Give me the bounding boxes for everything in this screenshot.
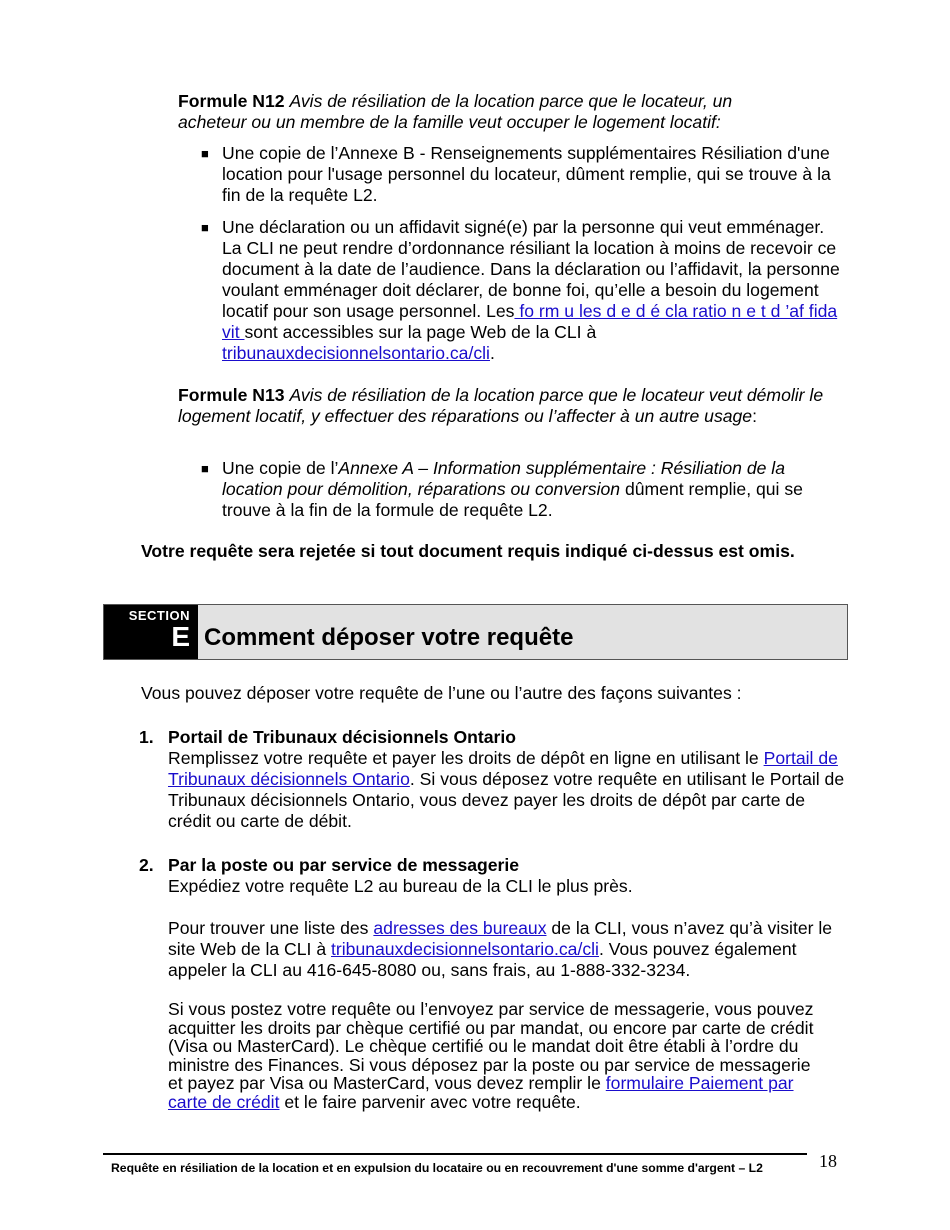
item-2-mail — [168, 855, 848, 897]
p2-post: . Vous pouvez également appeler la CLI au 416-645-8080 ou, sans frais, au 1-888-332-3234. — [168, 939, 797, 980]
office-addresses-link[interactable]: adresses des bureaux — [373, 918, 547, 938]
footer-divider — [103, 1153, 807, 1155]
filing-intro: Vous pouvez déposer votre requête de l’une ou l’autre des façons suivantes : — [141, 683, 742, 703]
credit-card-form-link[interactable]: formulaire Paiement par carte de crédit — [168, 1073, 794, 1112]
n13-annex-title: Annexe A – Information supplémentaire : Résiliation de la location pour démolition, réparations ou conversion — [222, 458, 786, 499]
n12-title: Formule N12 — [178, 91, 285, 111]
item-1-number: 1. — [139, 727, 154, 747]
bullet-square-icon: ■ — [201, 146, 209, 161]
item-1-text-pre: Remplissez votre requête et payer les droits de dépôt en ligne en utilisant le — [168, 748, 764, 768]
n12-description: Avis de résiliation de la location parce que le locateur, un acheteur ou un membre de la famille veut occuper le logement locatif: — [178, 91, 733, 132]
n13-bullet-text — [222, 458, 847, 521]
declaration-forms-link[interactable]: fo rm u les d e d é cla ratio n e t d ’af fida vit — [222, 301, 838, 342]
page-number: 18 — [819, 1151, 837, 1171]
section-label-block — [104, 605, 198, 659]
section-e-header — [103, 604, 848, 660]
n13-bullet-pre: Une copie de l’ — [222, 458, 339, 478]
p3-pre: Si vous postez votre requête ou l’envoyez par service de messagerie, vous pouvez acquitter les droits par chèque certifié ou par mandat, ou encore par carte de crédit (Visa ou MasterCard). Le chèque certifié ou le mandat doit être établi à l’ordre du ministre des Finances. Si vous déposez par la poste ou par service de messagerie et payez par Visa ou MasterCard, vous devez remplir le — [168, 999, 814, 1093]
portal-link[interactable]: Portail de Tribunaux décisionnels Ontario — [168, 748, 838, 789]
p2-mid: de la CLI, vous n’avez qu’à visiter le site Web de la CLI à — [168, 918, 833, 959]
item-2-line1: Expédiez votre requête L2 au bureau de la CLI le plus près. — [168, 876, 633, 896]
n12-bullet-2-end: . — [489, 343, 495, 363]
n13-heading — [178, 385, 828, 427]
item-2-number: 2. — [139, 855, 154, 875]
n13-colon: : — [752, 406, 757, 426]
section-word: SECTION — [128, 608, 190, 623]
footer-form-title: Requête en résiliation de la location et en expulsion du locataire ou en recouvrement d'une somme d'argent – L2 — [111, 1161, 763, 1175]
p3-post: et le faire parvenir avec votre requête. — [279, 1091, 581, 1112]
n13-title: Formule N13 — [178, 385, 285, 405]
n12-bullet-2-after: sont accessibles sur la page Web de la CLI à — [244, 322, 597, 342]
item-1-text-post: . Si vous déposez votre requête en utilisant le Portail de Tribunaux décisionnels Ontario, vous devez payer les droits de dépôt par carte de crédit ou carte de débit. — [168, 769, 845, 831]
cli-website-link-2[interactable]: tribunauxdecisionnelsontario.ca/cli — [331, 939, 599, 959]
cli-website-link[interactable]: tribunauxdecisionnelsontario.ca/cli — [222, 343, 490, 363]
section-title: Comment déposer votre requête — [204, 624, 574, 651]
item-1-title: Portail de Tribunaux décisionnels Ontario — [168, 727, 517, 747]
n12-bullet-1-text: Une copie de l’Annexe B - Renseignements supplémentaires Résiliation d'une location pour l'usage personnel du locateur, dûment remplie, qui se trouve à la fin de la requête L2. — [222, 143, 831, 205]
p2-pre: Pour trouver une liste des — [168, 918, 374, 938]
n12-heading — [178, 91, 798, 133]
n12-bullet-1 — [201, 143, 834, 206]
item-1-portal — [168, 727, 848, 832]
rejection-warning: Votre requête sera rejetée si tout document requis indiqué ci-dessus est omis. — [141, 541, 795, 561]
n12-bullet-2-text — [222, 217, 847, 364]
n13-bullet — [201, 458, 847, 521]
item-2-paragraph-offices — [168, 918, 848, 981]
n13-description: Avis de résiliation de la location parce que le locateur veut démolir le logement locatif, y effectuer des réparations ou l’affecter à un autre usage — [178, 385, 824, 426]
bullet-square-icon: ■ — [201, 220, 209, 235]
n12-bullet-2 — [201, 217, 847, 364]
bullet-square-icon: ■ — [201, 461, 209, 476]
n13-bullet-post: dûment remplie, qui se trouve à la fin de la formule de requête L2. — [222, 479, 803, 520]
n12-bullet-2-body: Une déclaration ou un affidavit signé(e) par la personne qui veut emménager. La CLI ne peut rendre d’ordonnance résiliant la location à moins de recevoir ce document à la date de l’audience. Dans la déclaration ou l’affidavit, la personne voulant emménager doit déclarer, de bonne foi, qu’elle a besoin du logement locatif pour son usage personnel. Les — [222, 217, 840, 321]
item-2-title: Par la poste ou par service de messagerie — [168, 855, 520, 875]
section-letter: E — [171, 621, 190, 652]
item-2-paragraph-payment — [168, 1000, 828, 1111]
item-1-text — [168, 748, 848, 832]
